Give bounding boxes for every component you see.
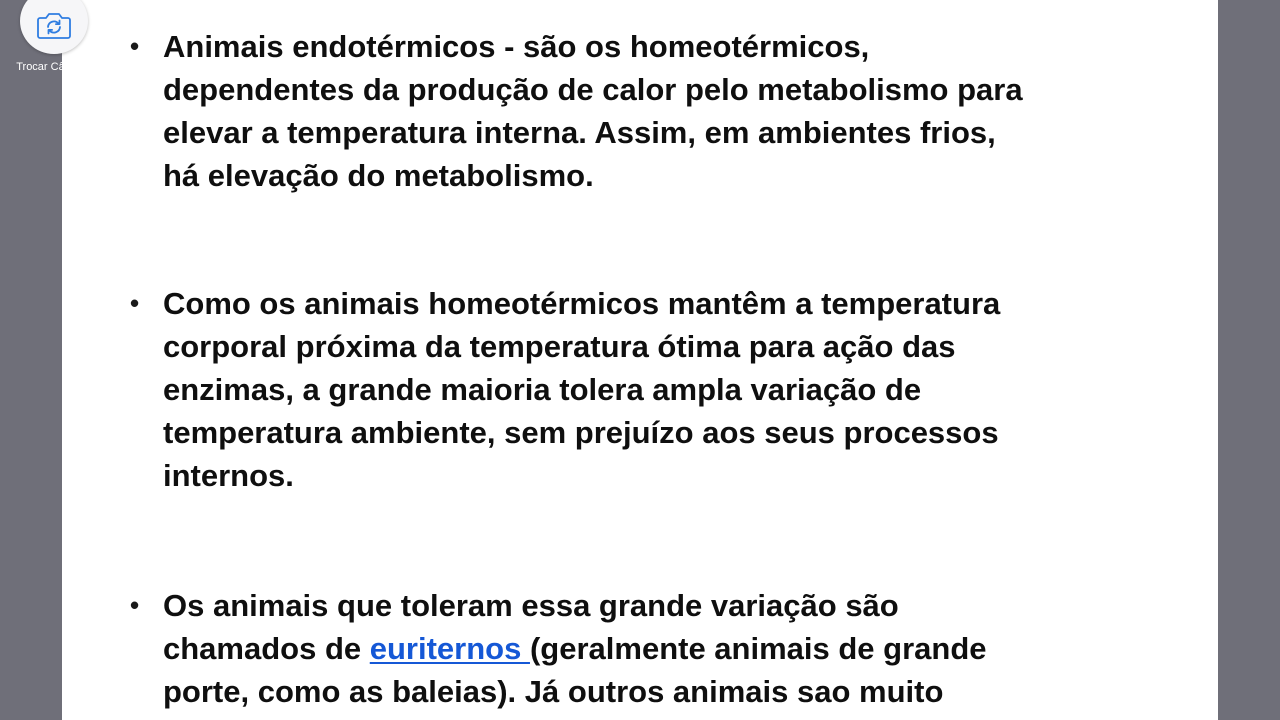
bullet-dot: • — [130, 31, 140, 61]
text-line: há elevação do metabolismo. — [163, 158, 594, 193]
bullet-dot: • — [130, 288, 140, 318]
text-line: dependentes da produção de calor pelo metabolismo para — [163, 72, 1023, 107]
text-line: Como os animais homeotérmicos mantêm a temperatura — [163, 286, 1001, 321]
euriternos-link[interactable]: euriternos — [369, 631, 530, 666]
text-line: enzimas, a grande maioria tolera ampla variação de — [163, 372, 922, 407]
camera-switch-icon — [34, 8, 74, 42]
bullet-dot: • — [130, 590, 140, 620]
text-line: Os animais que toleram essa grande variação são — [163, 588, 899, 623]
text-line: internos. — [163, 458, 294, 493]
bullet-text — [163, 282, 1158, 497]
switch-camera-label: Trocar Câmera — [16, 61, 90, 73]
text-line: Animais endotérmicos - são os homeotérmicos, — [163, 29, 870, 64]
text-segment: chamados de — [163, 631, 370, 666]
bullet-text — [163, 25, 1158, 197]
bullet-text — [163, 584, 1158, 713]
document-page — [62, 0, 1218, 720]
text-line: temperatura ambiente, sem prejuízo aos seus processos — [163, 415, 999, 450]
text-line: elevar a temperatura interna. Assim, em ambientes frios, — [163, 115, 996, 150]
text-line: corporal próxima da temperatura ótima para ação das — [163, 329, 956, 364]
text-line — [163, 627, 1158, 670]
text-segment: (geralmente animais de grande — [529, 631, 987, 666]
text-line: porte, como as baleias). Já outros animais sao muito — [163, 674, 944, 709]
